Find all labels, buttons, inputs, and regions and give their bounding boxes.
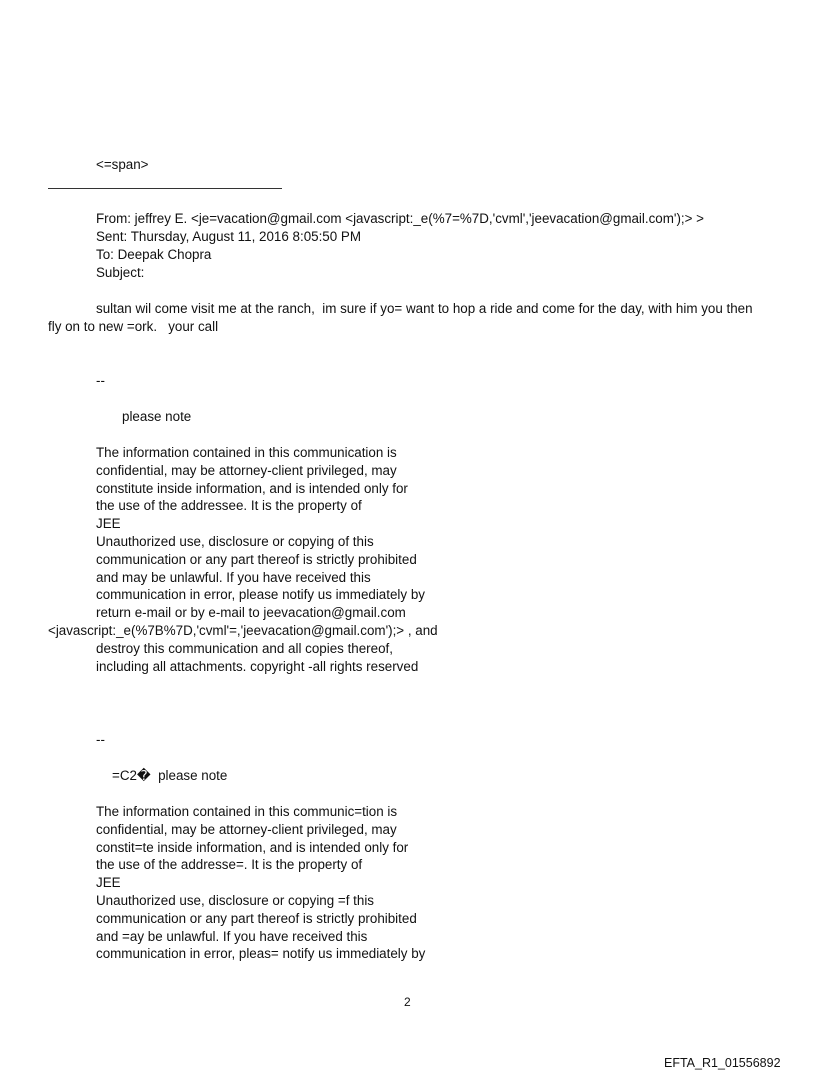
notice-line: Unauthorized use, disclosure or copying =f this	[96, 892, 375, 908]
to-line: To: Deepak Chopra	[96, 247, 212, 262]
please-note-heading-2: =C2� please note	[112, 768, 228, 783]
notice-line: confidential, may be attorney-client privileged, may	[96, 462, 397, 478]
notice-line: communication or any part thereof is strictly prohibited	[96, 910, 417, 926]
notice-line: and may be unlawful. If you have received this	[96, 569, 371, 585]
please-note-heading: please note	[122, 409, 192, 424]
notice-line: The information contained in this communic=tion is	[96, 804, 398, 819]
notice-line: JEE	[96, 875, 121, 891]
notice-line: including all attachments. copyright -all rights reserved	[96, 658, 419, 674]
notice-line: communication in error, pleas= notify us immediately by	[96, 946, 426, 962]
subject-line: Subject:	[96, 265, 145, 280]
signature-dash-2: --	[96, 732, 105, 747]
confidentiality-notice-tail	[96, 640, 418, 676]
notice-line: constitute inside information, and is intended only for	[96, 480, 408, 496]
notice-line: the use of the addresse=. It is the property of	[96, 857, 363, 873]
page-number: 2	[404, 995, 411, 1009]
body-line-1: sultan wil come visit me at the ranch, im sure if yo= want to hop a ride and come for the day, with him you then	[96, 301, 753, 316]
notice-line: and =ay be unlawful. If you have received this	[96, 928, 368, 944]
document-id: EFTA_R1_01556892	[664, 1056, 781, 1070]
header-divider	[48, 188, 282, 189]
span-tag-text: <=span>	[96, 157, 149, 172]
body-line-2: fly on to new =ork. your call	[48, 319, 219, 334]
notice-line: the use of the addressee. It is the property of	[96, 498, 362, 514]
from-line: From: jeffrey E. <je=vacation@gmail.com <javascript:_e(%7=%7D,'cvml','jeevacation@gmail.com');> >	[96, 211, 704, 226]
notice-line: communication in error, please notify us immediately by	[96, 587, 425, 603]
notice-line: The information contained in this communication is	[96, 445, 397, 460]
notice-line: Unauthorized use, disclosure or copying of this	[96, 533, 374, 549]
signature-dash: --	[96, 373, 105, 388]
notice-line: confidential, may be attorney-client privileged, may	[96, 821, 397, 837]
javascript-link-line: <javascript:_e(%7B%7D,'cvml'=,'jeevacation@gmail.com');> , and	[48, 623, 438, 638]
notice-line: JEE	[96, 516, 121, 532]
notice-line: destroy this communication and all copies thereof,	[96, 641, 393, 656]
sent-line: Sent: Thursday, August 11, 2016 8:05:50 PM	[96, 229, 362, 244]
confidentiality-notice-2	[96, 803, 425, 963]
notice-line: communication or any part thereof is strictly prohibited	[96, 551, 417, 567]
notice-line: constit=te inside information, and is intended only for	[96, 839, 409, 855]
confidentiality-notice	[96, 444, 425, 622]
notice-line: return e-mail or by e-mail to jeevacation@gmail.com	[96, 605, 406, 621]
